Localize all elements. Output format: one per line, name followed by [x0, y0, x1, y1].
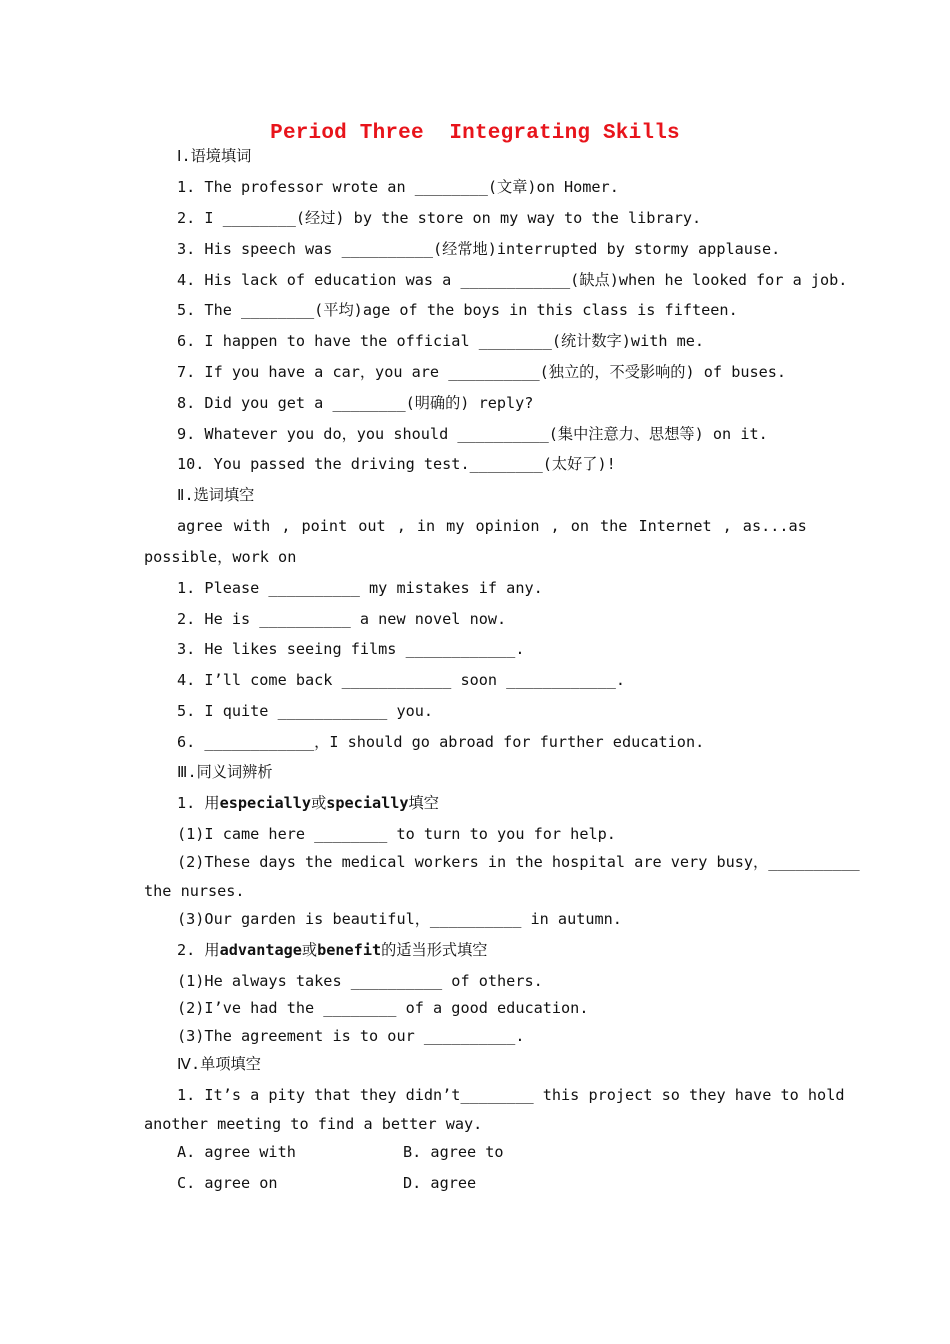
instruction-text: 的适当形式填空 — [381, 941, 488, 959]
question-item: 1. It’s a pity that they didn’t________ this project so they have to hold — [177, 1086, 845, 1104]
word-bank-word: on — [570, 517, 589, 535]
sub-question-heading — [177, 940, 487, 960]
page-title: Period Three Integrating Skills — [270, 122, 680, 145]
word-bank-word: , — [281, 517, 291, 535]
instruction-text: 或 — [301, 941, 318, 959]
keyword: specially — [326, 794, 409, 812]
word-bank-word: out — [358, 517, 386, 535]
question-item-continuation: another meeting to find a better way. — [144, 1115, 483, 1133]
question-item: 3. His speech was __________(经常地)interrupted by stormy applause. — [177, 240, 781, 258]
question-item: 10. You passed the driving test.________(太好了)! — [177, 455, 616, 473]
question-item: 9. Whatever you do，you should __________(集中注意力、思想等) on it. — [177, 425, 768, 443]
section-heading: Ⅰ.语境填词 — [177, 147, 252, 165]
question-item: 7. If you have a car，you are __________(独立的，不受影响的) of buses. — [177, 363, 787, 381]
option-d: D. agree — [403, 1174, 477, 1192]
word-bank-word: , — [722, 517, 732, 535]
word-bank-word: my — [446, 517, 465, 535]
word-bank — [177, 516, 807, 536]
word-bank-continuation: possible，work on — [144, 548, 297, 566]
question-item: (2)These days the medical workers in the hospital are very busy，__________ — [177, 853, 860, 871]
option-b: B. agree to — [403, 1143, 504, 1161]
question-item: (1)He always takes __________ of others. — [177, 972, 543, 990]
question-item: 1. The professor wrote an ________(文章)on Homer. — [177, 178, 619, 196]
word-bank-word: with — [233, 517, 271, 535]
question-item: 4. I’ll come back ____________ soon ____________. — [177, 671, 626, 689]
question-item: 4. His lack of education was a ____________(缺点)when he looked for a job. — [177, 271, 848, 289]
question-item: 5. I quite ____________ you. — [177, 702, 434, 720]
word-bank-word: the — [600, 517, 628, 535]
keyword: especially — [219, 794, 312, 812]
question-item: 2. He is __________ a new novel now. — [177, 610, 507, 628]
section-heading: Ⅳ.单项填空 — [177, 1055, 261, 1073]
word-bank-word: as...as — [742, 517, 807, 535]
section-heading: Ⅱ.选词填空 — [177, 486, 255, 504]
word-bank-word: agree — [177, 517, 223, 535]
word-bank-word: in — [416, 517, 436, 535]
option-c: C. agree on — [177, 1174, 278, 1192]
instruction-text: 或 — [311, 794, 327, 812]
question-item: 6. ____________，I should go abroad for further education. — [177, 733, 705, 751]
instruction-text: 1. 用 — [177, 794, 220, 812]
question-item: (3)The agreement is to our __________. — [177, 1027, 525, 1045]
word-bank-word: opinion — [475, 517, 540, 535]
instruction-text: 2. 用 — [177, 941, 220, 959]
question-item: 5. The ________(平均)age of the boys in this class is fifteen. — [177, 301, 738, 319]
option-a: A. agree with — [177, 1143, 296, 1161]
sub-question-heading — [177, 793, 439, 813]
instruction-text: 填空 — [408, 794, 439, 812]
word-bank-word: point — [301, 517, 348, 535]
question-item: 1. Please __________ my mistakes if any. — [177, 579, 543, 597]
keyword: benefit — [317, 941, 382, 959]
question-item: 3. He likes seeing films ____________. — [177, 640, 525, 658]
question-item: 2. I ________(经过) by the store on my way to the library. — [177, 209, 702, 227]
word-bank-word: , — [550, 517, 560, 535]
question-item: 8. Did you get a ________(明确的) reply? — [177, 394, 534, 412]
word-bank-word: , — [396, 517, 406, 535]
section-heading: Ⅲ.同义词辨析 — [177, 763, 273, 781]
question-item-continuation: the nurses. — [144, 882, 245, 900]
question-item: (3)Our garden is beautiful，__________ in autumn. — [177, 910, 622, 928]
question-item: (2)I’ve had the ________ of a good education. — [177, 999, 589, 1017]
question-item: 6. I happen to have the official ________(统计数字)with me. — [177, 332, 705, 350]
word-bank-word: Internet — [638, 517, 712, 535]
question-item: (1)I came here ________ to turn to you for help. — [177, 825, 616, 843]
keyword: advantage — [219, 941, 302, 959]
